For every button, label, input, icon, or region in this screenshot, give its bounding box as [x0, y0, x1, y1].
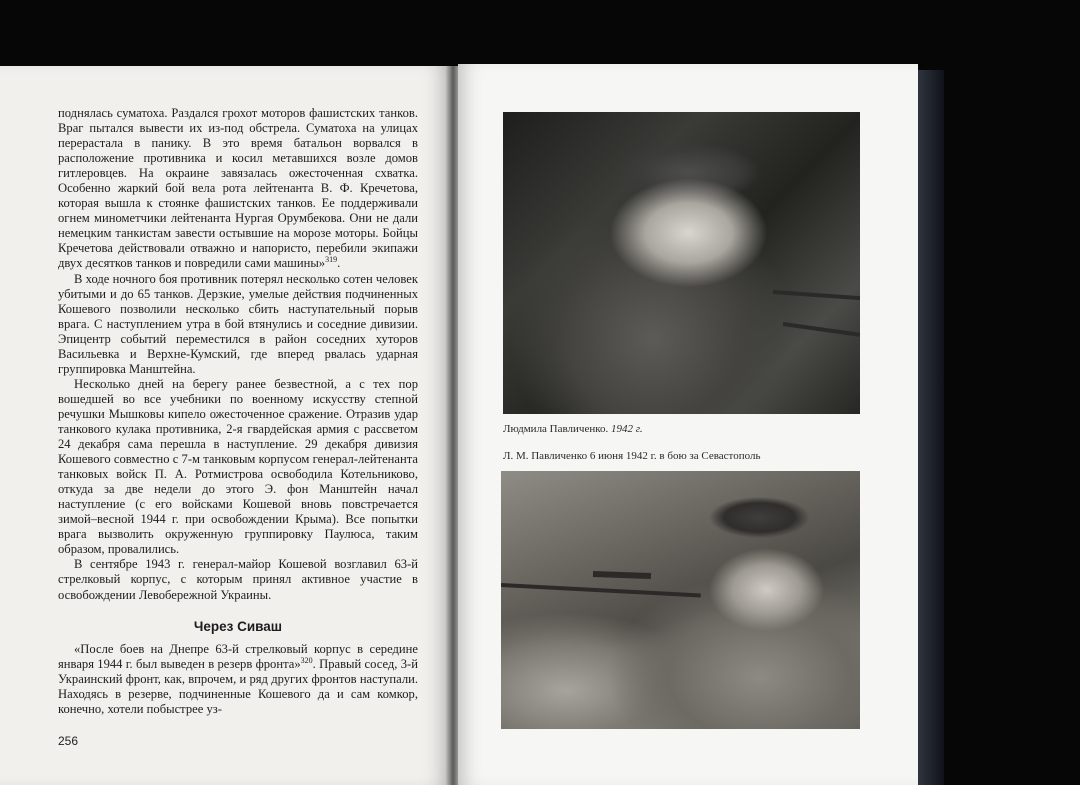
paragraph: «После боев на Днепре 63-й стрелковый корпус в середине января 1944 г. был выведен в резерв фронта»$^{320}$. Правый сосед, 3-й Украинский фронт, как, впрочем, и ряд других фронтов наступали. Находясь в резерве, подчиненные Кошевого да и сам комкор, конечно, хотели побыстрее уз- — [58, 641, 418, 716]
left-page-text — [58, 106, 418, 717]
paragraph: В ходе ночного боя противник потерял несколько сотен человек убитыми и до 65 танков. Дерзкие, умелые действия подчиненных Кошевого позволили несколько сбить наступательный порыв врага. С наступлением утра в бой втянулись и соседние дивизии. Эпицентр событий переместился в район соседних хуторов Васильевка и Верхне-Кумский, где вперед рвалась ударная группировка Манштейна. — [58, 271, 418, 376]
paragraph: поднялась суматоха. Раздался грохот моторов фашистских танков. Враг пытался вывести их из-под обстрела. Суматоха на улицах перерастала в панику. В это время батальон ворвался в расположение противника и косил метавшихся возле домов гитлеровцев. На окраине завязалась ожесточенная схватка. Особенно жаркий бой вела рота лейтенанта В. Ф. Кречетова, которая вышла к стоянке фашистских танков. Ее поддерживали огнем минометчики лейтенанта Нургая Орумбекова. Они не дали немецким танкистам завести остывшие на морозе моторы. Бойцы Кречетова действовали отважно и напористо, перебили экипажи двух десятков танков и повредили сами машины»$^{319}$. — [58, 106, 418, 271]
rifle-shape — [773, 290, 860, 300]
rifle-shape — [783, 322, 860, 337]
photo-caption-top: Людмила Павличенко. 1942 г. — [503, 423, 643, 435]
rifle-shape — [501, 583, 701, 597]
scope-shape — [593, 571, 651, 579]
paragraph: Несколько дней на берегу ранее безвестной, а с тех пор вошедшей во все учебники по военному искусству степной речушки Мышковы кипело ожесточенное сражение. Отразив удар танкового кулака противника, 2-я гвардейская армия с рассветом 24 декабря сама перешла в наступление. 29 декабря дивизия Кошевого совместно с 7-м танковым корпусом генерал-лейтенанта танковых войск П. А. Ротмистрова освободила Котельниково, откуда за две недели до этого Э. фон Манштейн начал наступление (с его войсками Кошевой вновь повстречается зимой–весной 1944 г. при освобождении Крыма). Все попытки врага вызволить окруженную группировку Паулюса, таким образом, провалились. — [58, 376, 418, 557]
photo-pavlichenko-sniper — [501, 471, 860, 729]
photo-caption-bottom: Л. М. Павличенко 6 июня 1942 г. в бою за Севастополь — [503, 450, 761, 462]
photo-pavlichenko-portrait — [503, 112, 860, 414]
section-heading: Через Сиваш — [193, 618, 283, 634]
paragraph: В сентябре 1943 г. генерал-майор Кошевой возглавил 63-й стрелковый корпус, с которым принял активное участие в освобождении Левобережной Украины. — [58, 557, 418, 602]
footnote-ref: 319 — [325, 255, 338, 265]
page-number: 256 — [58, 734, 79, 748]
footnote-ref: 320 — [300, 655, 313, 665]
book-cover-edge — [918, 70, 944, 785]
